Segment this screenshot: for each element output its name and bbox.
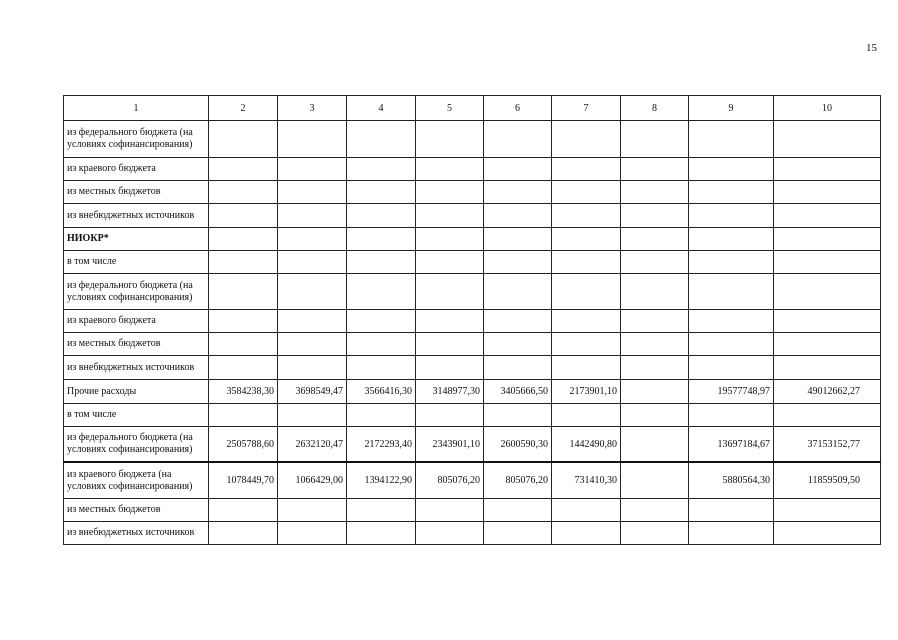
cell (621, 310, 689, 333)
cell (278, 333, 347, 356)
table-row (64, 181, 881, 204)
cell (774, 181, 881, 204)
cell (689, 333, 774, 356)
col-header-4: 4 (347, 96, 416, 121)
cell (621, 380, 689, 404)
cell (278, 522, 347, 545)
table-row (64, 522, 881, 545)
cell (416, 310, 484, 333)
table-row (64, 404, 881, 427)
cell: 2505788,60 (209, 427, 278, 463)
cell (347, 499, 416, 522)
cell (552, 204, 621, 228)
row-label: из внебюджетных источников (64, 522, 209, 545)
cell (552, 522, 621, 545)
page-number: 15 (866, 42, 877, 54)
cell (278, 158, 347, 181)
col-header-9: 9 (689, 96, 774, 121)
cell (552, 251, 621, 274)
cell (416, 204, 484, 228)
table-row (64, 356, 881, 380)
cell: 1066429,00 (278, 462, 347, 499)
row-label: из краевого бюджета (64, 158, 209, 181)
cell (278, 499, 347, 522)
col-header-8: 8 (621, 96, 689, 121)
col-header-7: 7 (552, 96, 621, 121)
cell (552, 228, 621, 251)
row-label: Прочие расходы (64, 380, 209, 404)
cell (621, 181, 689, 204)
cell (209, 204, 278, 228)
row-label: из федерального бюджета (на условиях софинансирования) (64, 274, 209, 310)
cell (621, 121, 689, 158)
cell (209, 333, 278, 356)
cell (484, 404, 552, 427)
cell (416, 228, 484, 251)
cell (484, 333, 552, 356)
cell (209, 310, 278, 333)
row-label: из внебюджетных источников (64, 204, 209, 228)
cell (347, 181, 416, 204)
row-label: НИОКР* (64, 228, 209, 251)
cell (774, 333, 881, 356)
table-row (64, 228, 881, 251)
table-row (64, 204, 881, 228)
table-row (64, 310, 881, 333)
cell (621, 499, 689, 522)
cell: 37153152,77 (774, 427, 881, 463)
cell (278, 274, 347, 310)
cell: 3698549,47 (278, 380, 347, 404)
cell (774, 310, 881, 333)
cell (209, 522, 278, 545)
cell (774, 499, 881, 522)
cell (689, 310, 774, 333)
cell (416, 404, 484, 427)
table-row (64, 380, 881, 404)
cell (347, 228, 416, 251)
cell (278, 228, 347, 251)
cell: 49012662,27 (774, 380, 881, 404)
cell: 805076,20 (484, 462, 552, 499)
cell: 2172293,40 (347, 427, 416, 463)
cell (621, 356, 689, 380)
cell (416, 121, 484, 158)
cell (552, 181, 621, 204)
row-label: из местных бюджетов (64, 181, 209, 204)
cell (774, 158, 881, 181)
cell (552, 356, 621, 380)
cell (689, 181, 774, 204)
cell (689, 499, 774, 522)
cell (278, 404, 347, 427)
cell (621, 462, 689, 499)
cell (621, 204, 689, 228)
cell (689, 158, 774, 181)
cell (347, 274, 416, 310)
cell (484, 522, 552, 545)
cell: 731410,30 (552, 462, 621, 499)
table-row (64, 251, 881, 274)
cell (209, 251, 278, 274)
row-label: в том числе (64, 404, 209, 427)
cell (689, 522, 774, 545)
cell (209, 121, 278, 158)
cell (209, 499, 278, 522)
cell (416, 356, 484, 380)
cell (774, 228, 881, 251)
cell (347, 333, 416, 356)
cell (347, 121, 416, 158)
table-row (64, 121, 881, 158)
cell (347, 204, 416, 228)
budget-table (63, 95, 881, 545)
cell: 13697184,67 (689, 427, 774, 463)
cell: 5880564,30 (689, 462, 774, 499)
table-row (64, 158, 881, 181)
cell (278, 181, 347, 204)
row-label: из местных бюджетов (64, 333, 209, 356)
cell (484, 121, 552, 158)
cell (347, 251, 416, 274)
cell (621, 274, 689, 310)
cell: 2343901,10 (416, 427, 484, 463)
cell (416, 181, 484, 204)
cell (689, 228, 774, 251)
row-label: из краевого бюджета (на условиях софинансирования) (64, 462, 209, 499)
cell (278, 356, 347, 380)
cell (774, 204, 881, 228)
cell (689, 204, 774, 228)
table-row (64, 333, 881, 356)
col-header-10: 10 (774, 96, 881, 121)
cell (689, 356, 774, 380)
cell (278, 204, 347, 228)
cell (621, 522, 689, 545)
cell (689, 274, 774, 310)
cell (278, 251, 347, 274)
row-label: из внебюджетных источников (64, 356, 209, 380)
cell (774, 121, 881, 158)
table-row (64, 462, 881, 499)
cell (416, 251, 484, 274)
cell (774, 274, 881, 310)
cell: 3405666,50 (484, 380, 552, 404)
cell (552, 121, 621, 158)
cell (347, 404, 416, 427)
cell (416, 333, 484, 356)
cell (552, 274, 621, 310)
row-label: в том числе (64, 251, 209, 274)
cell (347, 158, 416, 181)
cell (621, 333, 689, 356)
table-row (64, 499, 881, 522)
cell: 1078449,70 (209, 462, 278, 499)
cell (621, 228, 689, 251)
cell (347, 310, 416, 333)
cell (689, 121, 774, 158)
cell (552, 499, 621, 522)
cell: 1442490,80 (552, 427, 621, 463)
row-label: из федерального бюджета (на условиях софинансирования) (64, 121, 209, 158)
col-header-6: 6 (484, 96, 552, 121)
table-row (64, 274, 881, 310)
cell (209, 404, 278, 427)
cell (278, 121, 347, 158)
col-header-2: 2 (209, 96, 278, 121)
cell (484, 228, 552, 251)
cell (552, 158, 621, 181)
cell (416, 522, 484, 545)
cell (484, 356, 552, 380)
cell (416, 499, 484, 522)
cell (484, 251, 552, 274)
cell (621, 427, 689, 463)
cell (416, 274, 484, 310)
cell (689, 251, 774, 274)
cell (552, 404, 621, 427)
cell (209, 158, 278, 181)
cell (774, 404, 881, 427)
cell: 3584238,30 (209, 380, 278, 404)
cell: 2600590,30 (484, 427, 552, 463)
cell: 11859509,50 (774, 462, 881, 499)
cell: 2173901,10 (552, 380, 621, 404)
col-header-1: 1 (64, 96, 209, 121)
cell (621, 404, 689, 427)
cell (484, 204, 552, 228)
cell: 3148977,30 (416, 380, 484, 404)
cell: 19577748,97 (689, 380, 774, 404)
cell (484, 158, 552, 181)
cell (552, 310, 621, 333)
cell (347, 356, 416, 380)
cell (774, 251, 881, 274)
cell (621, 251, 689, 274)
cell (689, 404, 774, 427)
cell (484, 499, 552, 522)
cell (209, 274, 278, 310)
cell (209, 181, 278, 204)
col-header-3: 3 (278, 96, 347, 121)
cell: 1394122,90 (347, 462, 416, 499)
cell: 3566416,30 (347, 380, 416, 404)
header-row (64, 96, 881, 121)
table-row (64, 427, 881, 463)
cell (484, 274, 552, 310)
cell: 805076,20 (416, 462, 484, 499)
cell (278, 310, 347, 333)
cell (621, 158, 689, 181)
cell (484, 181, 552, 204)
col-header-5: 5 (416, 96, 484, 121)
row-label: из федерального бюджета (на условиях софинансирования) (64, 427, 209, 463)
cell (774, 522, 881, 545)
cell (209, 228, 278, 251)
row-label: из местных бюджетов (64, 499, 209, 522)
cell: 2632120,47 (278, 427, 347, 463)
cell (484, 310, 552, 333)
row-label: из краевого бюджета (64, 310, 209, 333)
cell (552, 333, 621, 356)
cell (347, 522, 416, 545)
cell (416, 158, 484, 181)
cell (209, 356, 278, 380)
cell (774, 356, 881, 380)
